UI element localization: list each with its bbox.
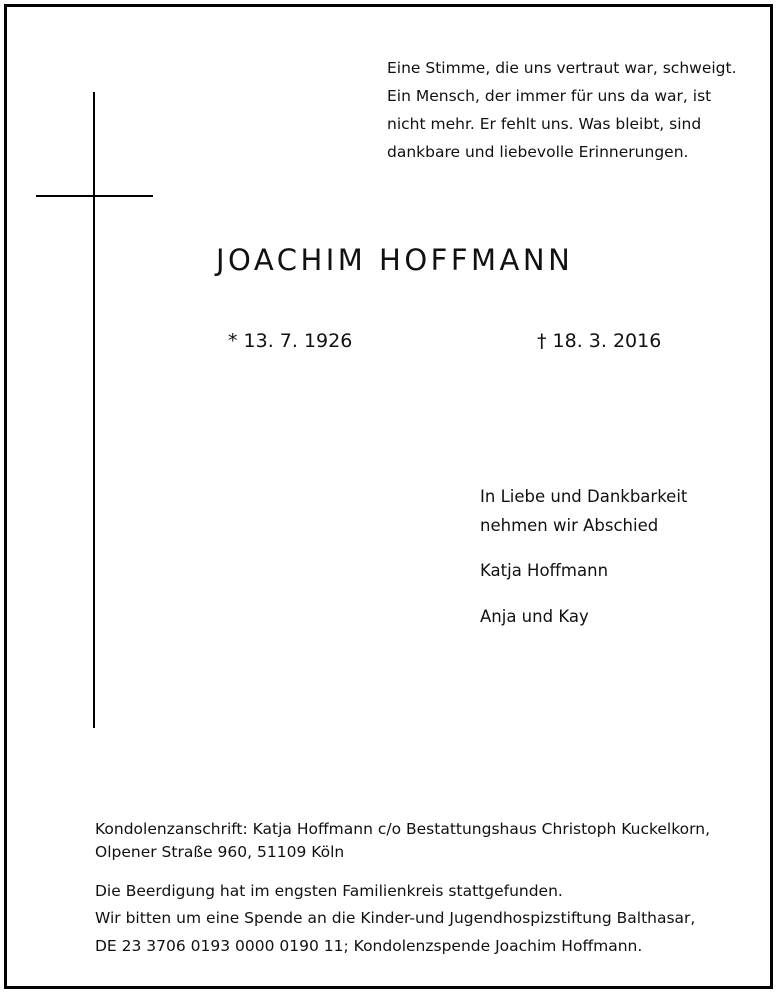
cross-icon-horizontal-bar bbox=[36, 195, 153, 197]
condolence-address-line-1: Kondolenzanschrift: Katja Hoffmann c/o Bestattungshaus Christoph Kuckelkorn, bbox=[95, 820, 710, 838]
quote-line: dankbare und liebevolle Erinnerungen. bbox=[387, 143, 689, 161]
quote-line: Eine Stimme, die uns vertraut war, schweigt. bbox=[387, 59, 737, 77]
mourner-name-katja: Katja Hoffmann bbox=[480, 561, 609, 580]
funeral-notice-line-1: Die Beerdigung hat im engsten Familienkreis stattgefunden. bbox=[95, 882, 563, 900]
quote-line: Ein Mensch, der immer für uns da war, ist bbox=[387, 87, 712, 105]
donation-bank-line: DE 23 3706 0193 0000 0190 11; Kondolenzspende Joachim Hoffmann. bbox=[95, 937, 643, 955]
birth-date: * 13. 7. 1926 bbox=[228, 330, 353, 352]
cross-icon-vertical-bar bbox=[93, 92, 95, 728]
farewell-line-1: In Liebe und Dankbarkeit bbox=[480, 487, 688, 506]
quote-line: nicht mehr. Er fehlt uns. Was bleibt, sind bbox=[387, 115, 702, 133]
memorial-quote bbox=[387, 54, 770, 166]
farewell-line-2: nehmen wir Abschied bbox=[480, 516, 659, 535]
mourner-name-anja-kay: Anja und Kay bbox=[480, 607, 589, 626]
death-date: † 18. 3. 2016 bbox=[537, 330, 662, 352]
donation-notice-line: Wir bitten um eine Spende an die Kinder-und Jugendhospizstiftung Balthasar, bbox=[95, 909, 696, 927]
deceased-name: JOACHIM HOFFMANN bbox=[216, 243, 574, 277]
condolence-address-line-2: Olpener Straße 960, 51109 Köln bbox=[95, 843, 345, 861]
